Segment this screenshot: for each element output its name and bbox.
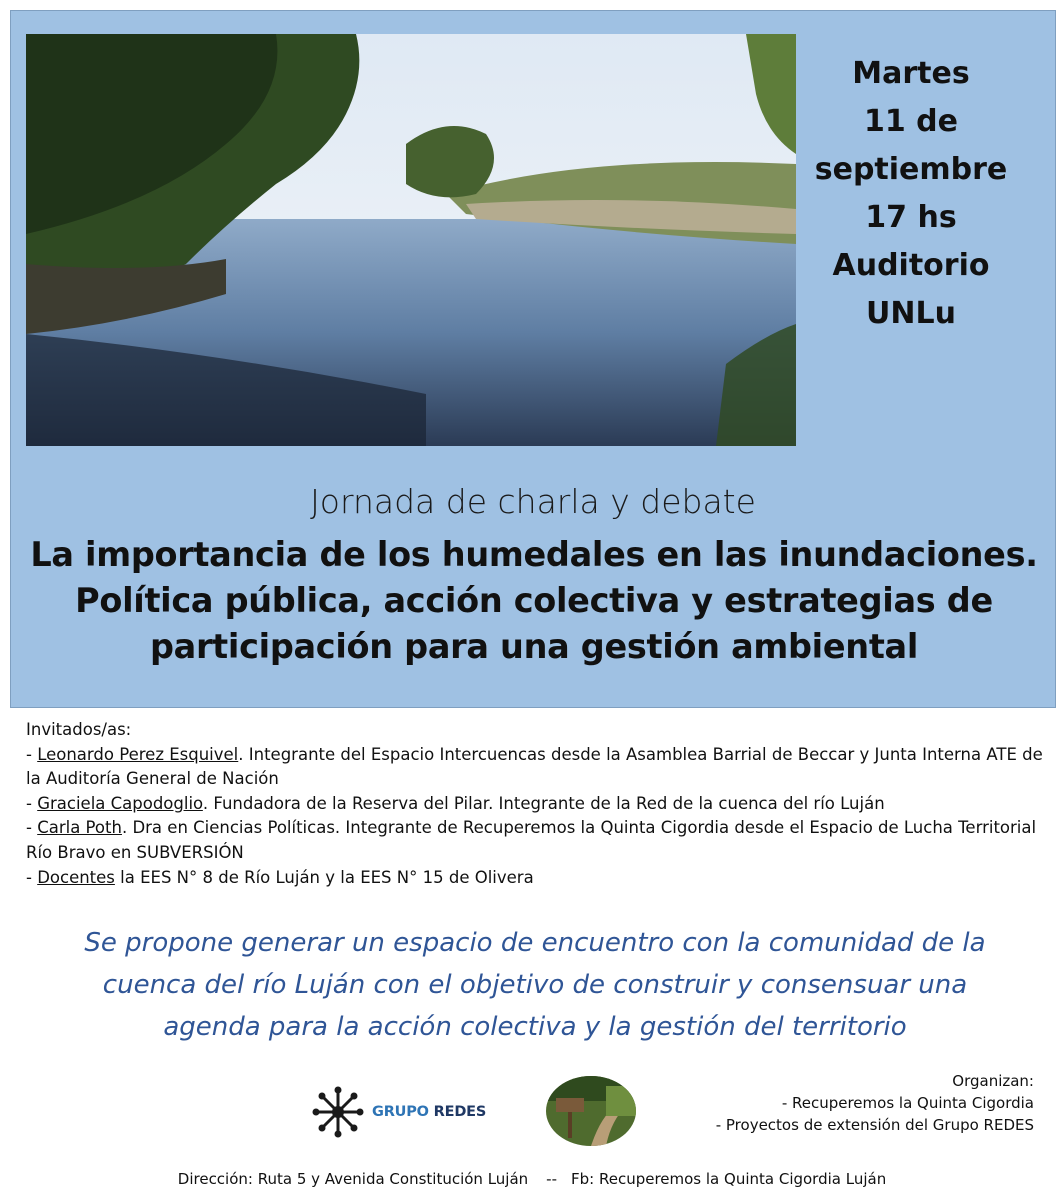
- guest-item: - Graciela Capodoglio. Fundadora de la Reserva del Pilar. Integrante de la Red de la cuenca del río Luján: [26, 793, 885, 813]
- proposal-text: [20, 922, 1050, 1048]
- grupo-redes-logo: [310, 1084, 486, 1140]
- proposal-line3: agenda para la acción colectiva y la gestión del territorio: [163, 1012, 907, 1042]
- guest-name: Carla Poth: [37, 818, 122, 838]
- event-venue-line2: UNLu: [866, 296, 956, 331]
- event-time: 17 hs: [865, 200, 957, 235]
- network-icon: [310, 1084, 366, 1140]
- organizers: [716, 1070, 1034, 1136]
- quinta-cigordia-photo: [546, 1076, 636, 1146]
- event-title-line1: La importancia de los humedales en las inundaciones.: [30, 535, 1038, 574]
- guest-item: - Docentes la EES N° 8 de Río Luján y la EES N° 15 de Olivera: [26, 867, 534, 887]
- event-title: [14, 532, 1054, 670]
- guests-section: [26, 718, 1046, 890]
- guest-item: - Leonardo Perez Esquivel. Integrante del Espacio Intercuencas desde la Asamblea Barrial de Beccar y Junta Interna ATE de la Auditoría General de Nación: [26, 744, 1043, 789]
- organizer-2: - Proyectos de extensión del Grupo REDES: [715, 1116, 1034, 1134]
- proposal-line1: Se propone generar un espacio de encuentro con la comunidad de la: [84, 928, 986, 958]
- event-day: Martes: [852, 56, 970, 91]
- footer-facebook: Fb: Recuperemos la Quinta Cigordia Luján: [571, 1170, 887, 1188]
- event-title-line3: participación para una gestión ambiental: [149, 627, 919, 666]
- event-month: septiembre: [814, 152, 1008, 187]
- footer: [0, 1170, 1064, 1188]
- guest-name: Leonardo Perez Esquivel: [37, 744, 239, 764]
- guest-name: Docentes: [37, 867, 115, 887]
- proposal-line2: cuenca del río Luján con el objetivo de construir y consensuar una: [102, 970, 968, 1000]
- guest-item: - Carla Poth. Dra en Ciencias Políticas. Integrante de Recuperemos la Quinta Cigordia desde el Espacio de Lucha Territorial Río Bravo en SUBVERSIÓN: [26, 818, 1037, 862]
- organizer-1: - Recuperemos la Quinta Cigordia: [781, 1094, 1034, 1112]
- event-venue-line1: Auditorio: [832, 248, 990, 283]
- event-subtitle: Jornada de charla y debate: [310, 482, 756, 521]
- event-info: [800, 50, 1022, 338]
- footer-address: Dirección: Ruta 5 y Avenida Constitución Luján: [177, 1170, 529, 1188]
- footer-separator: --: [546, 1170, 557, 1188]
- event-title-line2: Política pública, acción colectiva y estrategias de: [75, 581, 993, 620]
- logo-label: GRUPO REDES: [372, 1104, 487, 1120]
- organizers-heading: Organizan:: [952, 1072, 1034, 1090]
- event-date: 11 de: [863, 104, 958, 139]
- guest-name: Graciela Capodoglio: [37, 793, 203, 813]
- river-photo: [26, 34, 796, 446]
- guests-heading: Invitados/as:: [26, 720, 132, 739]
